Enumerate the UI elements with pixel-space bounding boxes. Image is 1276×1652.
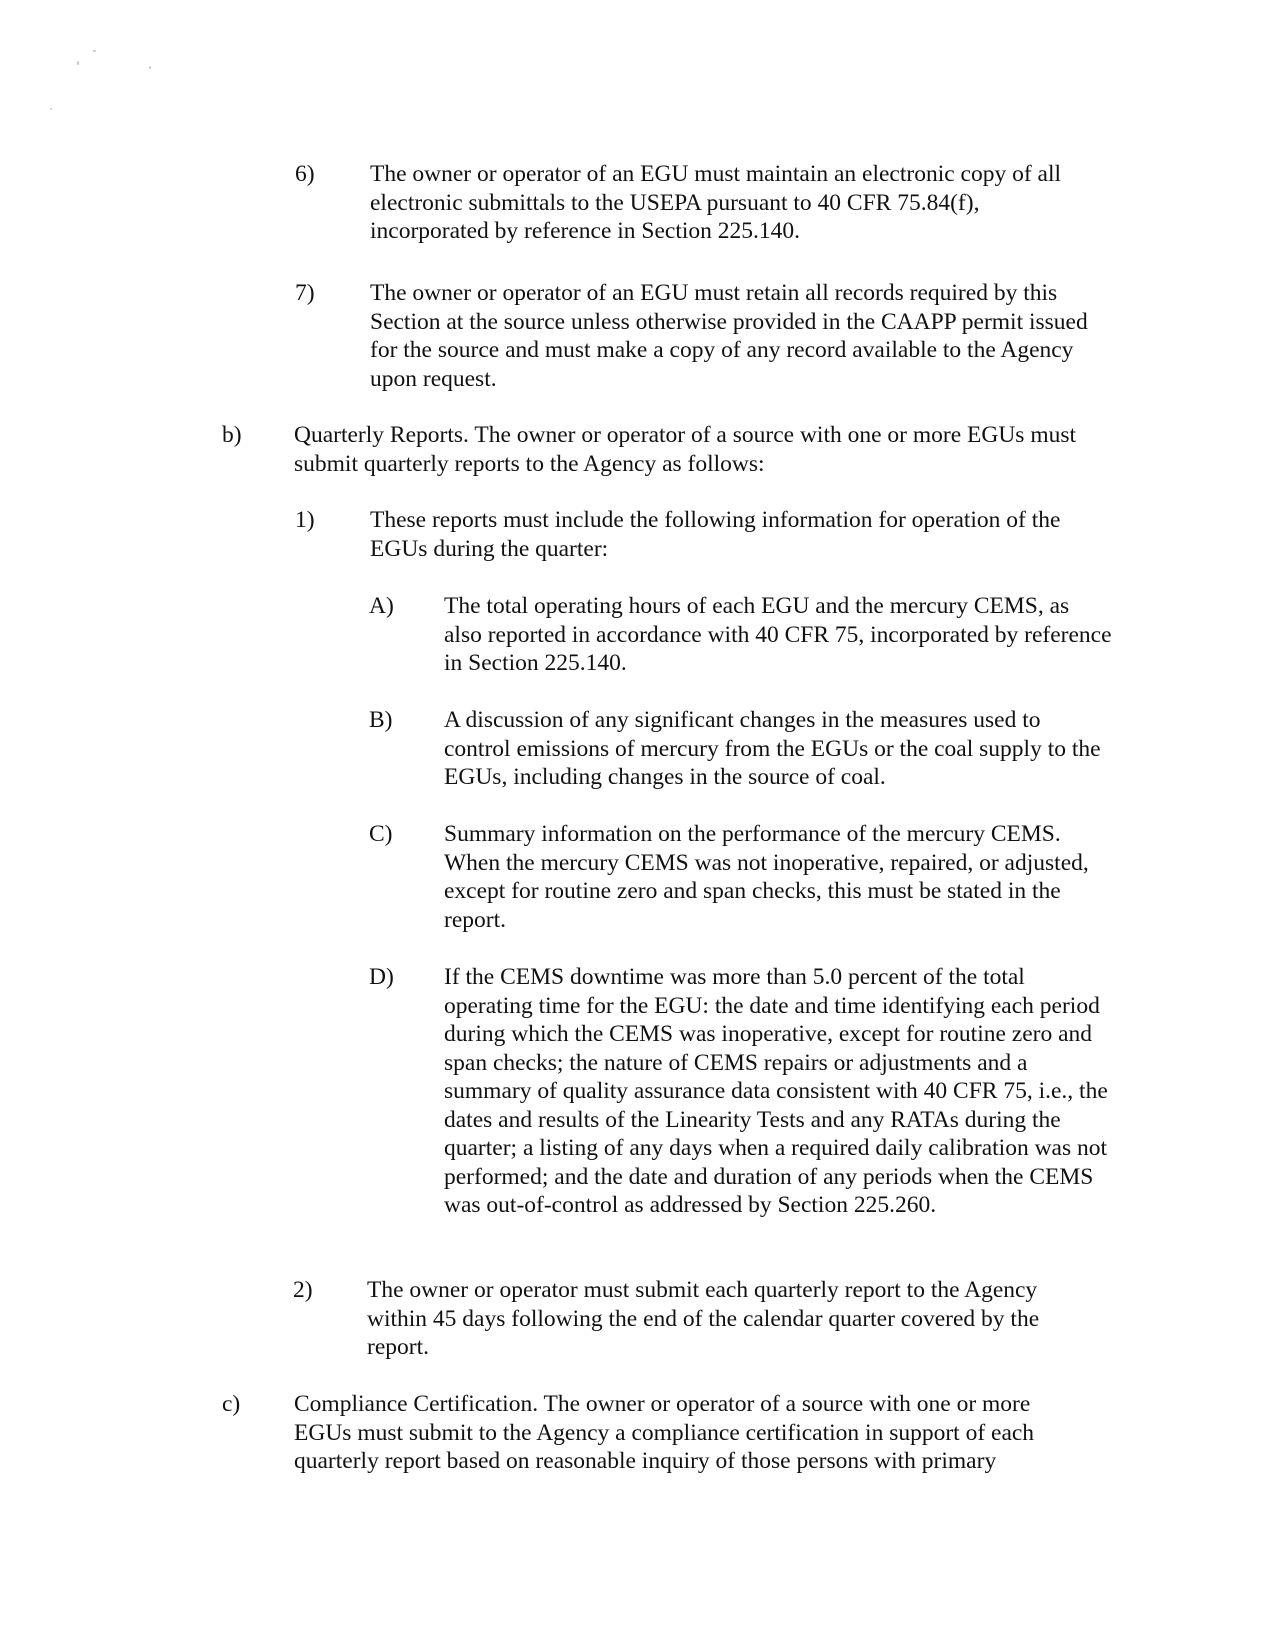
item-label: 2) <box>293 1277 313 1303</box>
item-text: These reports must include the following information for operation of the EGUs during the quarter: <box>370 507 1061 562</box>
item-text: The owner or operator of an EGU must retain all records required by this Section at the source unless otherwise provided in the CAAPP permit issued for the source and must make a copy of any record available to the Agency upon request. <box>370 280 1088 392</box>
item-text: Quarterly Reports. The owner or operator of a source with one or more EGUs must submit quarterly reports to the Agency as follows: <box>294 422 1077 477</box>
item-label: A) <box>369 593 394 619</box>
item-text: Compliance Certification. The owner or operator of a source with one or more EGUs must submit to the Agency a compliance certification in support of each quarterly report based on reasonable inquiry of those persons with primary <box>294 1391 1035 1474</box>
scan-speck <box>50 108 52 110</box>
item-text: A discussion of any significant changes in the measures used to control emissions of mercury from the EGUs or the coal supply to the EGUs, including changes in the source of coal. <box>444 707 1101 790</box>
item-label: C) <box>369 821 393 847</box>
scan-speck <box>77 61 79 65</box>
item-text: The total operating hours of each EGU and the mercury CEMS, as also reported in accordance with 40 CFR 75, incorporated by reference in Section 225.140. <box>444 593 1112 676</box>
item-label: c) <box>222 1391 241 1417</box>
scan-speck <box>93 50 96 52</box>
item-label: D) <box>369 964 394 990</box>
item-text: The owner or operator of an EGU must maintain an electronic copy of all electronic submittals to the USEPA pursuant to 40 CFR 75.84(f), incorporated by reference in Section 225.140. <box>370 161 1062 244</box>
item-label: 1) <box>295 507 315 533</box>
scan-speck <box>149 66 151 69</box>
item-label: 7) <box>295 280 315 306</box>
item-text: Summary information on the performance of the mercury CEMS. When the mercury CEMS was not inoperative, repaired, or adjusted, except for routine zero and span checks, this must be stated in the report. <box>444 821 1089 933</box>
item-label: b) <box>222 422 242 448</box>
item-label: 6) <box>295 161 315 187</box>
item-text: If the CEMS downtime was more than 5.0 percent of the total operating time for the EGU: the date and time identifying each period during which the CEMS was inoperative, except for routine zero and span checks; the nature of CEMS repairs or adjustments and a summary of quality assurance data consistent with 40 CFR 75, i.e., the dates and results of the Linearity Tests and any RATAs during the quarter; a listing of any days when a required daily calibration was not performed; and the date and duration of any periods when the CEMS was out-of-control as addressed by Section 225.260. <box>444 964 1108 1218</box>
item-text: The owner or operator must submit each quarterly report to the Agency within 45 days following the end of the calendar quarter covered by the report. <box>367 1277 1040 1360</box>
item-label: B) <box>369 707 393 733</box>
